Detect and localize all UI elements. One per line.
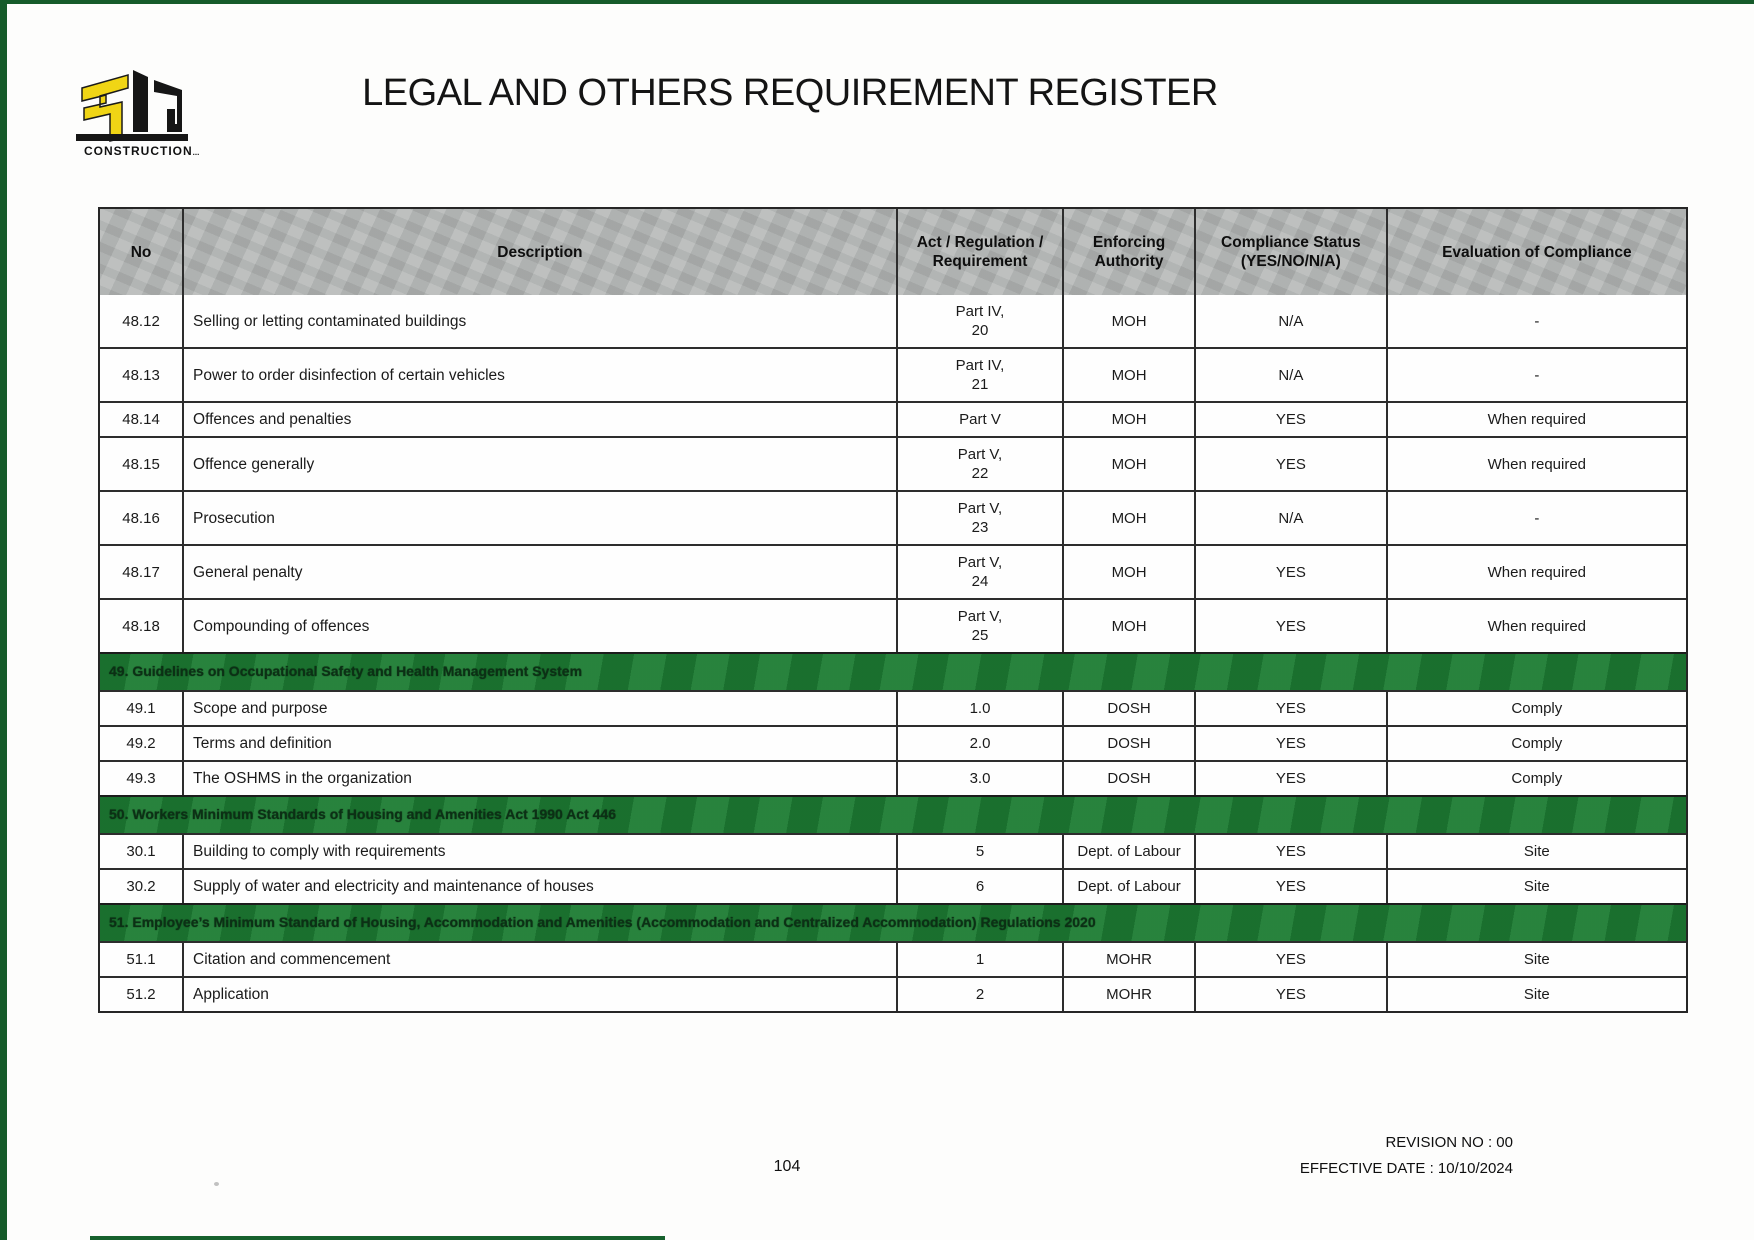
row-enforcing-authority: MOH	[1064, 295, 1196, 347]
scan-speck	[214, 1182, 219, 1186]
table-row	[100, 941, 1686, 976]
act-line: Part V,	[957, 446, 1003, 463]
act-line: 1.0	[969, 700, 991, 717]
row-compliance-status: YES	[1196, 870, 1388, 903]
row-act-regulation	[898, 349, 1065, 401]
row-description: The OSHMS in the organization	[184, 762, 898, 795]
row-no: 48.12	[100, 295, 184, 347]
row-evaluation: Site	[1523, 986, 1550, 1003]
row-compliance-status: YES	[1196, 762, 1388, 795]
column-header-line: Compliance Status	[1221, 234, 1361, 251]
act-line: 1	[975, 951, 985, 968]
row-enforcing-authority: DOSH	[1064, 692, 1196, 725]
company-logo	[70, 62, 222, 158]
row-evaluation: When required	[1487, 563, 1587, 581]
row-evaluation: Site	[1523, 878, 1550, 895]
scan-edge-bottom	[90, 1236, 665, 1240]
row-enforcing-authority: MOH	[1064, 349, 1196, 401]
row-description: Selling or letting contaminated buildings	[184, 295, 898, 347]
row-no: 49.1	[100, 692, 184, 725]
table-row	[100, 490, 1686, 544]
section-header-row	[100, 652, 1686, 690]
row-act-regulation	[898, 943, 1065, 976]
row-description: Power to order disinfection of certain vehicles	[184, 349, 898, 401]
row-no: 48.18	[100, 600, 184, 652]
row-enforcing-authority: MOH	[1064, 492, 1196, 544]
column-header	[898, 209, 1065, 295]
row-enforcing-authority: DOSH	[1064, 727, 1196, 760]
table-row	[100, 690, 1686, 725]
row-evaluation: When required	[1487, 617, 1587, 635]
row-no: 30.2	[100, 870, 184, 903]
row-compliance-status: YES	[1196, 438, 1388, 490]
row-enforcing-authority: MOH	[1064, 438, 1196, 490]
act-line: 23	[971, 519, 989, 536]
row-no: 51.1	[100, 943, 184, 976]
act-line: 5	[975, 843, 985, 860]
requirements-table	[98, 207, 1688, 1013]
row-enforcing-authority: MOHR	[1064, 943, 1196, 976]
row-compliance-status: YES	[1196, 403, 1388, 436]
section-header-row	[100, 795, 1686, 833]
row-enforcing-authority: MOH	[1064, 600, 1196, 652]
column-header-line: (YES/NO/N/A)	[1240, 253, 1341, 270]
row-enforcing-authority: MOH	[1064, 546, 1196, 598]
row-no: 48.13	[100, 349, 184, 401]
row-act-regulation	[898, 870, 1065, 903]
logo-subtitle: CONSTRUCTION...	[84, 144, 200, 158]
slg-logo-icon	[70, 62, 222, 146]
row-description: Terms and definition	[184, 727, 898, 760]
act-line: Part IV,	[955, 303, 1005, 320]
row-compliance-status: YES	[1196, 943, 1388, 976]
row-evaluation: When required	[1487, 455, 1587, 473]
row-no: 51.2	[100, 978, 184, 1011]
act-line: 21	[971, 376, 989, 393]
act-line: Part V,	[957, 500, 1003, 517]
row-act-regulation	[898, 978, 1065, 1011]
table-body	[100, 295, 1686, 1011]
column-header	[184, 209, 898, 295]
column-header	[1064, 209, 1196, 295]
table-row	[100, 436, 1686, 490]
act-line: 22	[971, 465, 989, 482]
effective-date-label: EFFECTIVE DATE : 10/10/2024	[1299, 1159, 1513, 1177]
row-act-regulation	[898, 492, 1065, 544]
row-no: 49.2	[100, 727, 184, 760]
page-number: 104	[773, 1158, 801, 1175]
row-evaluation: When required	[1487, 411, 1587, 428]
column-header	[1196, 209, 1388, 295]
row-act-regulation	[898, 600, 1065, 652]
row-evaluation: -	[1534, 509, 1540, 527]
row-description: Prosecution	[184, 492, 898, 544]
row-evaluation: Site	[1523, 951, 1550, 968]
column-header	[1388, 209, 1686, 295]
revision-label: REVISION NO : 00	[1385, 1134, 1513, 1151]
table-row	[100, 544, 1686, 598]
row-no: 49.3	[100, 762, 184, 795]
column-header-line: Evaluation of Compliance	[1442, 243, 1632, 261]
row-description: General penalty	[184, 546, 898, 598]
row-act-regulation	[898, 762, 1065, 795]
column-header-line: Act / Regulation /	[916, 234, 1044, 251]
row-evaluation: Site	[1523, 843, 1550, 860]
section-title: 51. Employee’s Minimum Standard of Housing, Accommodation and Amenities (Accommodation and Centralized Accommodation) Regulations 2020	[109, 914, 1096, 930]
row-act-regulation	[898, 546, 1065, 598]
row-no: 48.17	[100, 546, 184, 598]
table-row	[100, 976, 1686, 1011]
act-line: 6	[975, 878, 985, 895]
row-enforcing-authority: MOH	[1064, 403, 1196, 436]
row-compliance-status: N/A	[1196, 349, 1388, 401]
row-act-regulation	[898, 438, 1065, 490]
table-row	[100, 347, 1686, 401]
act-line: 24	[971, 573, 989, 590]
row-description: Application	[184, 978, 898, 1011]
table-row	[100, 760, 1686, 795]
section-title: 50. Workers Minimum Standards of Housing and Amenities Act 1990 Act 446	[109, 806, 616, 822]
column-header-line: Authority	[1094, 253, 1164, 270]
row-evaluation: -	[1534, 366, 1540, 384]
document-footer	[1300, 1130, 1513, 1181]
row-description: Supply of water and electricity and maintenance of houses	[184, 870, 898, 903]
act-line: Part V,	[957, 554, 1003, 571]
act-line: 20	[971, 322, 989, 339]
row-compliance-status: YES	[1196, 835, 1388, 868]
row-compliance-status: YES	[1196, 978, 1388, 1011]
column-header-line: No	[130, 243, 152, 261]
column-header-line: Description	[497, 243, 583, 261]
row-enforcing-authority: MOHR	[1064, 978, 1196, 1011]
column-header	[100, 209, 184, 295]
table-row	[100, 295, 1686, 347]
row-enforcing-authority: Dept. of Labour	[1064, 870, 1196, 903]
row-no: 48.15	[100, 438, 184, 490]
row-description: Compounding of offences	[184, 600, 898, 652]
row-act-regulation	[898, 692, 1065, 725]
row-act-regulation	[898, 403, 1065, 436]
act-line: Part IV,	[955, 357, 1005, 374]
row-enforcing-authority: Dept. of Labour	[1064, 835, 1196, 868]
scan-edge-top	[0, 0, 1754, 4]
row-compliance-status: N/A	[1196, 492, 1388, 544]
act-line: 2	[975, 986, 985, 1003]
column-header-line: Requirement	[932, 253, 1028, 270]
row-evaluation: Comply	[1511, 700, 1563, 717]
act-line: 2.0	[969, 735, 991, 752]
table-row	[100, 598, 1686, 652]
act-line: 25	[971, 627, 989, 644]
section-header-row	[100, 903, 1686, 941]
row-compliance-status: YES	[1196, 600, 1388, 652]
table-row	[100, 868, 1686, 903]
row-act-regulation	[898, 835, 1065, 868]
row-compliance-status: YES	[1196, 692, 1388, 725]
act-line: 3.0	[969, 770, 991, 787]
row-description: Offences and penalties	[184, 403, 898, 436]
row-compliance-status: N/A	[1196, 295, 1388, 347]
row-description: Citation and commencement	[184, 943, 898, 976]
row-evaluation: Comply	[1511, 770, 1563, 787]
row-no: 48.14	[100, 403, 184, 436]
row-evaluation: Comply	[1511, 735, 1563, 752]
column-header-line: Enforcing	[1092, 234, 1166, 251]
row-act-regulation	[898, 295, 1065, 347]
table-header-row	[100, 209, 1686, 295]
row-description: Building to comply with requirements	[184, 835, 898, 868]
section-title: 49. Guidelines on Occupational Safety and Health Management System	[109, 663, 583, 679]
row-evaluation: -	[1534, 312, 1540, 330]
page-title: LEGAL AND OTHERS REQUIREMENT REGISTER	[362, 72, 1218, 114]
row-description: Scope and purpose	[184, 692, 898, 725]
table-row	[100, 833, 1686, 868]
row-enforcing-authority: DOSH	[1064, 762, 1196, 795]
act-line: Part V	[959, 411, 1001, 428]
table-row	[100, 725, 1686, 760]
row-act-regulation	[898, 727, 1065, 760]
row-compliance-status: YES	[1196, 727, 1388, 760]
row-no: 30.1	[100, 835, 184, 868]
row-description: Offence generally	[184, 438, 898, 490]
row-no: 48.16	[100, 492, 184, 544]
act-line: Part V,	[957, 608, 1003, 625]
table-row	[100, 401, 1686, 436]
row-compliance-status: YES	[1196, 546, 1388, 598]
scan-edge-left	[0, 0, 7, 1240]
